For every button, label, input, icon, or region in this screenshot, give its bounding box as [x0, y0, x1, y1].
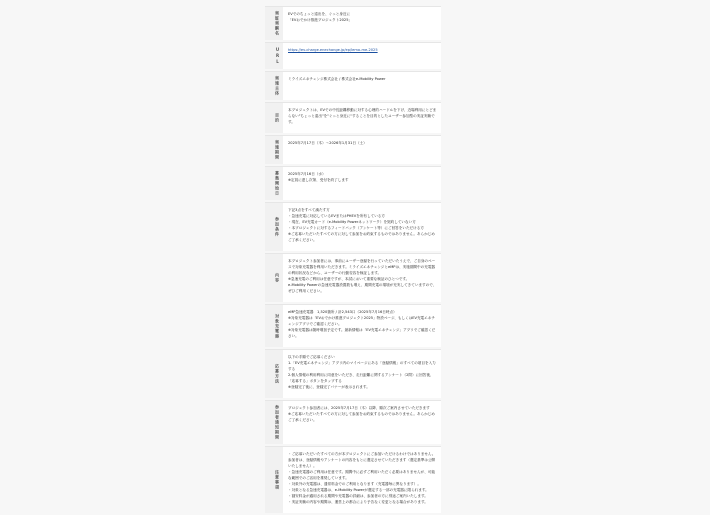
table-row — [265, 135, 441, 164]
row-value: eMP急速充電器 1,520箇所 / 計2,543口（2025年7月16日時点） ※対象充電器は「EVおでかけ推進プロジェクト2025」特設ページ、もしくはEV充電エネチェンジアプリでご確認ください。 ※対象充電器は随時増加予定です。最新情報は「EV充電エネチェンジ」アプリでご確認ください。 — [288, 310, 436, 338]
row-value: 2025年7月16日（水） ※定員に達し次第、受付を終了します — [288, 172, 349, 182]
row-label: URL — [265, 43, 283, 69]
table-row — [265, 166, 441, 200]
table-row — [265, 6, 441, 40]
table-row — [265, 102, 441, 133]
row-value: プロジェクト参加者には、2025年7月17日（木）以降、順次ご案内させていただきます ※ご応募いただいたすべての方に対して参加をお約束するものではありません。あらかじめご了承ください。 — [288, 406, 435, 422]
table-row — [265, 71, 441, 100]
row-label: 募集開始日 — [265, 167, 283, 200]
row-value: 本プロジェクト参加者には、事前にユーザー登録を行っていただいたうえで、ご自身のペースで対象充電器を利用いただきます。ミライズエネチェンジとeMPは、実施期間中の充電器の利用状況などから、ユーザーの行動変容を検証します。 ※急速充電のご利用は任意ですが、本試において重要な検証のひとつです。 e-Mobility Powerの急速充電器設置数も増え、期間充電の環境が充実してきていますので、ぜひご利用ください。 — [288, 259, 437, 293]
table-row — [265, 304, 441, 347]
table-row — [265, 202, 441, 251]
row-value: ・ご応募いただいたすべての方が本プロジェクトにご参加いただけるわけではありません。参加者は、登録情報やアンケートの内容をもとに選定させていただきます（選定基準は公開いたしません）。 ・急速充電器のご利用は任意です。期間中に必ずご利用いただく必要はありませんが、可能な範囲でのご活用を推奨しています。 ・対象外の充電器は、通常料金でのご利用となります（充電器毎に異なります）。 ・対象となる急速充電器は、e-Mobility Powerが選定する一部の充電器に限られます。 ・割安料金が適用される期間や充電器の詳細は、参加者の方に別途ご案内いたします。 ・実証実験の内容や期間は、運営上の都合により予告なく変更となる場合があります。 — [288, 452, 436, 504]
row-value — [283, 43, 441, 69]
table-row — [265, 349, 441, 398]
row-value: 下記3点をすべて満たす方 ・急速充電に対応しているEVまたはPHEVを所有している方 ・現在、EV充電カード（e-Mobility Powerネットワーク）を契約していない方 ・本プロジェクトに対するフィードバック（アンケート等）にご回答をいただける方 ※ご応募いただいたすべての方に対して参加をお約束するものではありません。あらかじめご了承ください。 — [288, 208, 435, 242]
row-label: 参加者通知期間 — [265, 401, 283, 444]
row-label: 実施主体 — [265, 72, 283, 100]
row-value: 以下の手順でご応募ください 1.「EV充電エネチェンジ」アプリ内のマイページにある「登録情報」のすべての項目を入力する 2.個人情報の利用利用に同意をいただき、走行距離に関するアンケート（2問）に回答後、「応募する」ボタンをタップする ※登録完了後に、登録完了バナーが表示されます。 — [288, 355, 436, 389]
info-table — [265, 6, 441, 515]
table-row — [265, 253, 441, 302]
table-row — [265, 42, 441, 69]
table-row — [265, 400, 441, 444]
row-value: 2025年7月17日（木）〜2026年1月31日（土） — [288, 141, 367, 145]
row-value: EVでのちょっと遠出を、ぐっと身近に 「EVおでかけ推進プロジェクト2025」 — [288, 12, 353, 22]
row-label: 対象充電器 — [265, 305, 283, 347]
row-label: 参加条件 — [265, 203, 283, 251]
table-row — [265, 446, 441, 513]
row-label: 実証実験名 — [265, 7, 283, 40]
row-label: 実施期間 — [265, 136, 283, 164]
row-value: ミライズエネチェンジ株式会社 / 株式会社e-Mobility Power — [288, 77, 386, 81]
row-label: 注意事項 — [265, 447, 283, 513]
row-value: 本プロジェクトは、EVでの中長距離移動に対する心理的ハードルを下げ、近場利用にとどまらない"ちょっと遠出"を"ぐっと身近に"することを目的としたユーザー参加型の実証実験です。 — [288, 108, 437, 124]
project-url-link[interactable]: https://ev-charge.enechange.jp/ep/lemo-me-2025 — [288, 48, 378, 52]
row-label: 内容 — [265, 254, 283, 302]
row-label: 目的 — [265, 103, 283, 133]
row-label: 応募方法 — [265, 350, 283, 398]
